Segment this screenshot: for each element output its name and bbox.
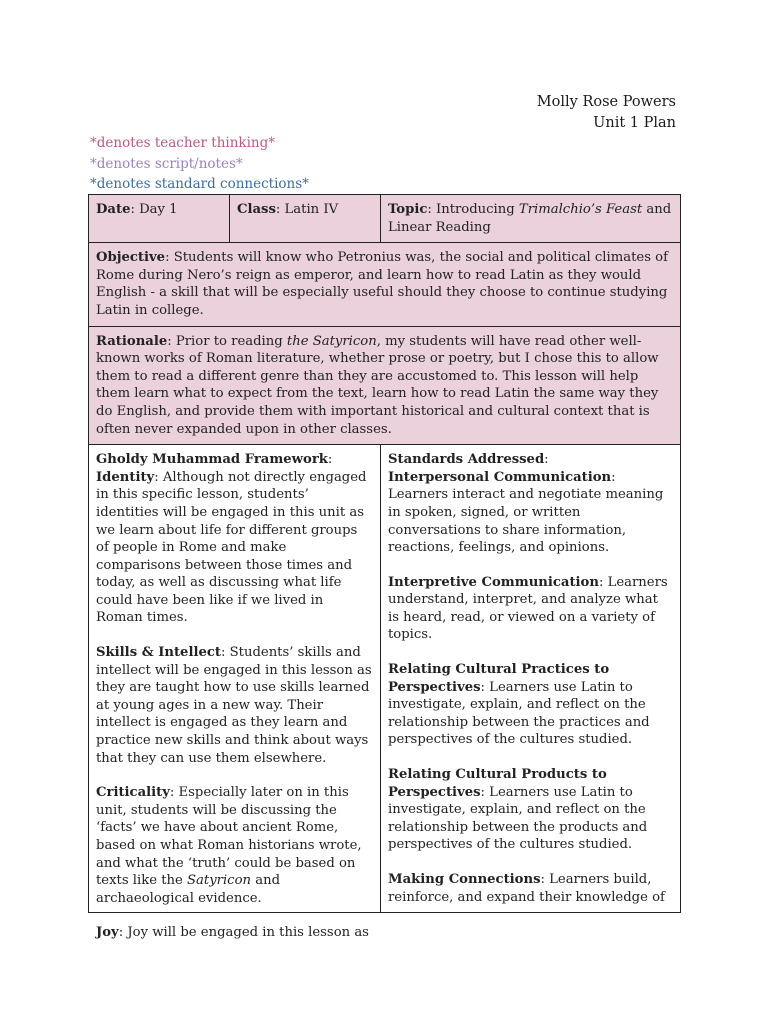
framework-cell bbox=[89, 445, 381, 941]
joy-text: : Joy will be engaged in this lesson as bbox=[118, 925, 369, 941]
topic-post: and Linear Reading bbox=[388, 202, 672, 235]
document-header bbox=[537, 92, 676, 134]
objective-cell bbox=[89, 243, 681, 326]
legend-standard-connections: *denotes standard connections* bbox=[90, 176, 309, 192]
topic-pre: : Introducing bbox=[427, 202, 519, 217]
date-value: : Day 1 bbox=[130, 202, 178, 217]
framework-joy bbox=[96, 924, 373, 942]
rationale-pre: : Prior to reading bbox=[167, 333, 287, 349]
joy-label: Joy bbox=[96, 925, 119, 941]
products-text: : Learners use Latin to investigate, explain, and reflect on the relationship between the products and perspectives of the cultures studied. bbox=[388, 784, 648, 853]
standards-practices bbox=[388, 661, 673, 749]
class-cell bbox=[230, 195, 381, 243]
framework-skills bbox=[96, 644, 373, 767]
objective-row bbox=[89, 243, 681, 326]
standards-interpretive bbox=[388, 574, 673, 644]
interpersonal-text: : Learners interact and negotiate meaning in spoken, signed, or written conversations to share information, reactions, feelings, and opinions. bbox=[388, 469, 664, 556]
criticality-text: : Especially later on in this unit, students will be discussing the ‘facts’ we have about ancient Rome, based on what Roman historians wrote, and what the ‘truth’ could be based on texts like the bbox=[96, 785, 362, 889]
rationale-cell bbox=[89, 326, 681, 445]
standards-title-colon: : bbox=[544, 452, 549, 468]
objective-label: Objective bbox=[96, 250, 166, 266]
class-value: : Latin IV bbox=[275, 202, 339, 217]
lesson-plan-table bbox=[88, 194, 681, 941]
criticality-post: and archaeological evidence. bbox=[96, 873, 281, 906]
framework-identity bbox=[96, 451, 373, 627]
criticality-italic: Satyricon bbox=[187, 873, 252, 889]
standards-interpersonal bbox=[388, 451, 673, 557]
content-row bbox=[89, 445, 681, 913]
connections-label: Making Connections bbox=[388, 872, 541, 887]
topic-italic: Trimalchio’s Feast bbox=[518, 202, 643, 217]
rationale-label: Rationale bbox=[96, 333, 168, 349]
standards-cell bbox=[381, 445, 681, 913]
date-cell bbox=[89, 195, 230, 243]
rationale-row bbox=[89, 326, 681, 445]
interpersonal-label: Interpersonal Communication bbox=[388, 469, 612, 485]
info-row bbox=[89, 195, 681, 243]
author-name: Molly Rose Powers bbox=[536, 94, 676, 110]
topic-label: Topic bbox=[388, 202, 428, 217]
rationale-post: , my students will have read other well-known works of Roman literature, whether prose or poetry, but I chose this to allow them to read a different genre than they are accustomed to. This lesson will help them learn what to expect from the text, learn how to read Latin the same way they do English, and provide them with important historical and cultural context that is often never expanded upon in other classes. bbox=[96, 333, 659, 437]
interpretive-text: : Learners understand, interpret, and analyze what is heard, read, or viewed on a variety of topics. bbox=[388, 574, 668, 643]
legend bbox=[90, 133, 309, 195]
legend-teacher-thinking: *denotes teacher thinking* bbox=[90, 135, 276, 151]
skills-text: : Students’ skills and intellect will be engaged in this lesson as they are taught how to use skills learned at young ages in a new way. Their intellect is engaged as they learn and practice new skills and think about ways that they can use them elsewhere. bbox=[96, 645, 372, 766]
identity-text: : Although not directly engaged in this specific lesson, students’ identities will be engaged in this unit as we learn about life for different groups of people in Rome and make comparisons between those times and today, as well as discussing what life could have been like if we lived in Roman times. bbox=[96, 469, 367, 626]
framework-title: Gholdy Muhammad Framework bbox=[96, 452, 328, 468]
criticality-label: Criticality bbox=[96, 785, 170, 801]
objective-text: : Students will know who Petronius was, the social and political climates of Rome during Nero’s reign as emperor, and learn how to read Latin as they would English - a skill that will be especially useful should they choose to continue studying Latin in college. bbox=[96, 250, 668, 318]
unit-title: Unit 1 Plan bbox=[593, 115, 676, 131]
standards-products bbox=[388, 766, 673, 854]
connections-text: : Learners build, reinforce, and expand their knowledge of bbox=[388, 872, 665, 905]
identity-label: Identity bbox=[96, 469, 155, 485]
date-label: Date bbox=[96, 202, 131, 217]
skills-label: Skills & Intellect bbox=[96, 645, 221, 661]
products-label: Relating Cultural Products to Perspectives bbox=[388, 767, 607, 800]
framework-title-colon: : bbox=[327, 452, 333, 468]
class-label: Class bbox=[237, 202, 276, 217]
interpretive-label: Interpretive Communication bbox=[388, 574, 599, 590]
standards-connections bbox=[388, 871, 673, 906]
topic-cell bbox=[381, 195, 681, 243]
legend-script-notes: *denotes script/notes* bbox=[90, 155, 243, 172]
framework-criticality bbox=[96, 784, 373, 907]
practices-text: : Learners use Latin to investigate, explain, and reflect on the relationship between the practices and perspectives of the cultures studied. bbox=[388, 679, 650, 748]
practices-label: Relating Cultural Practices to Perspectives bbox=[388, 662, 610, 695]
standards-title: Standards Addressed bbox=[388, 452, 545, 468]
rationale-italic: the Satyricon bbox=[286, 333, 377, 349]
